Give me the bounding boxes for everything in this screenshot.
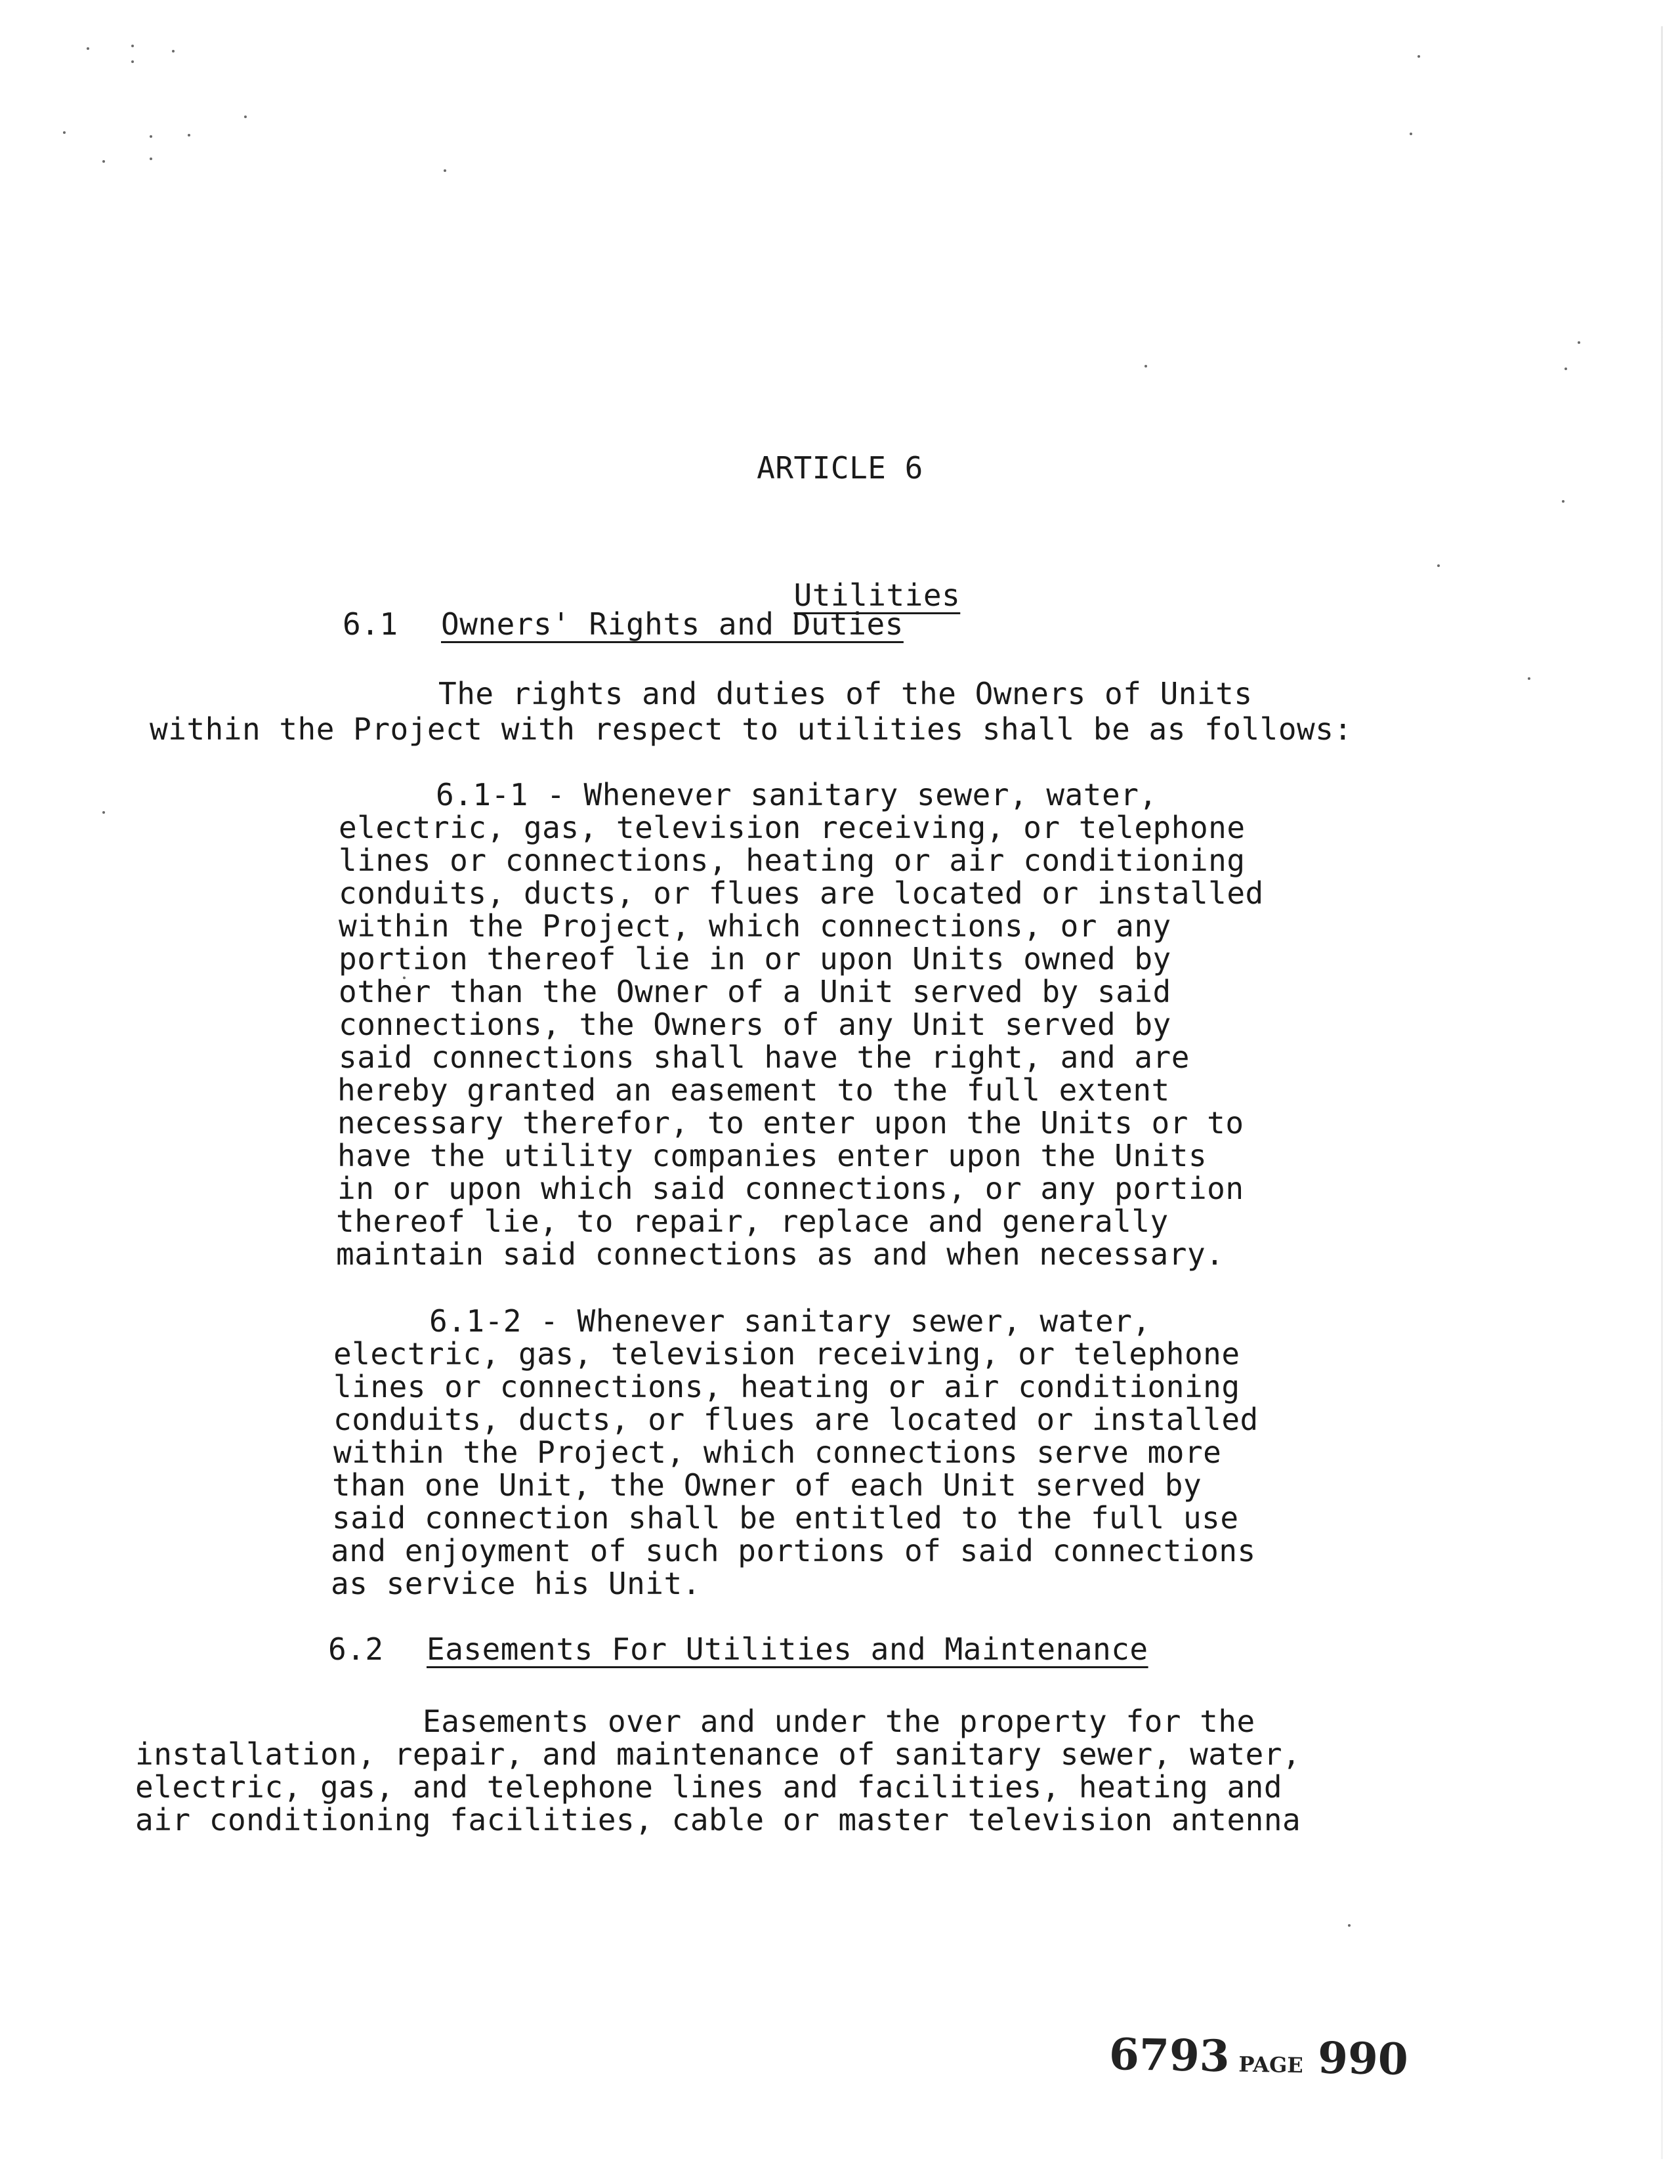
- scan-speck: [63, 131, 66, 134]
- scan-speck: [1578, 341, 1580, 344]
- scan-speck: [188, 134, 190, 136]
- scan-speck: [444, 169, 446, 172]
- paragraph-line: thereof lie, to repair, replace and generally: [336, 1204, 1169, 1239]
- paragraph-line: 6.1-2 - Whenever sanitary sewer, water,: [429, 1303, 1151, 1339]
- paragraph-line: hereby granted an easement to the full extent: [337, 1072, 1170, 1108]
- scan-speck: [244, 116, 247, 118]
- section-title: Easements For Utilities and Maintenance: [427, 1631, 1148, 1667]
- paragraph-line: maintain said connections as and when necessary.: [336, 1236, 1225, 1272]
- paragraph-line: within the Project, which connections, or any: [339, 908, 1171, 944]
- paragraph-line: lines or connections, heating or air conditioning: [339, 843, 1246, 878]
- scan-speck: [1144, 365, 1147, 368]
- paragraph-line: 6.1-1 - Whenever sanitary sewer, water,: [436, 777, 1158, 812]
- paragraph-line: Easements over and under the property for the: [423, 1704, 1255, 1739]
- section-title: Owners' Rights and Duties: [441, 606, 904, 642]
- scan-speck: [1564, 368, 1567, 370]
- section-6-1-heading: [343, 606, 904, 642]
- paragraph-line: electric, gas, television receiving, or telephone: [339, 810, 1246, 845]
- scan-speck: [131, 45, 134, 47]
- scan-speck: [102, 811, 105, 814]
- paragraph-line: electric, gas, and telephone lines and facilities, heating and: [135, 1769, 1283, 1805]
- scan-speck: [1562, 500, 1564, 503]
- scan-speck: [87, 47, 89, 50]
- scan-edge: [1661, 26, 1663, 2159]
- paragraph-line: connections, the Owners of any Unit served by: [339, 1007, 1171, 1042]
- scan-speck: [131, 60, 134, 63]
- paragraph-line: other than the Owner of a Unit served by said: [339, 974, 1171, 1009]
- paragraph-line: in or upon which said connections, or any portion: [337, 1171, 1244, 1206]
- paragraph-line: as service his Unit.: [331, 1566, 701, 1601]
- paragraph-line: have the utility companies enter upon the Units: [337, 1138, 1208, 1173]
- intro-line: The rights and duties of the Owners of Units: [438, 676, 1253, 711]
- section-number: 6.2: [328, 1631, 384, 1667]
- paragraph-line: within the Project, which connections serve more: [333, 1435, 1222, 1470]
- article-heading: ARTICLE 6: [757, 450, 923, 486]
- paragraph-line: and enjoyment of such portions of said connections: [331, 1533, 1256, 1568]
- paragraph-line: conduits, ducts, or flues are located or installed: [339, 875, 1264, 911]
- paragraph-line: lines or connections, heating or air conditioning: [333, 1369, 1240, 1404]
- scan-speck: [1348, 1924, 1351, 1927]
- book-page-stamp: [1108, 2028, 1408, 2085]
- intro-line: within the Project with respect to utilities shall be as follows:: [150, 711, 1353, 747]
- paragraph-line: conduits, ducts, or flues are located or installed: [333, 1402, 1259, 1437]
- paragraph-line: portion thereof lie in or upon Units owned by: [339, 941, 1171, 976]
- scan-speck: [150, 135, 152, 138]
- book-number: 6793: [1108, 2028, 1230, 2082]
- scan-speck: [102, 160, 105, 163]
- scan-speck: [172, 50, 175, 52]
- paragraph-line: than one Unit, the Owner of each Unit served by: [332, 1467, 1202, 1503]
- paragraph-line: air conditioning facilities, cable or master television antenna: [135, 1802, 1301, 1838]
- page-number: 990: [1317, 2032, 1409, 2085]
- paragraph-line: said connections shall have the right, and are: [339, 1040, 1190, 1075]
- section-number: 6.1: [343, 606, 398, 642]
- section-6-2-heading: [328, 1631, 1148, 1667]
- paragraph-line: necessary therefor, to enter upon the Units or to: [337, 1105, 1244, 1141]
- paragraph-line: installation, repair, and maintenance of sanitary sewer, water,: [135, 1736, 1301, 1772]
- paragraph-line: said connection shall be entitled to the full use: [332, 1500, 1239, 1536]
- page-label: PAGE: [1238, 2051, 1304, 2078]
- article-title-text: Utilities: [793, 578, 961, 613]
- scan-speck: [1418, 55, 1420, 58]
- scan-speck: [150, 158, 152, 160]
- paragraph-line: electric, gas, television receiving, or telephone: [333, 1336, 1240, 1372]
- scan-speck: [1410, 133, 1412, 135]
- scan-speck: [1528, 677, 1530, 680]
